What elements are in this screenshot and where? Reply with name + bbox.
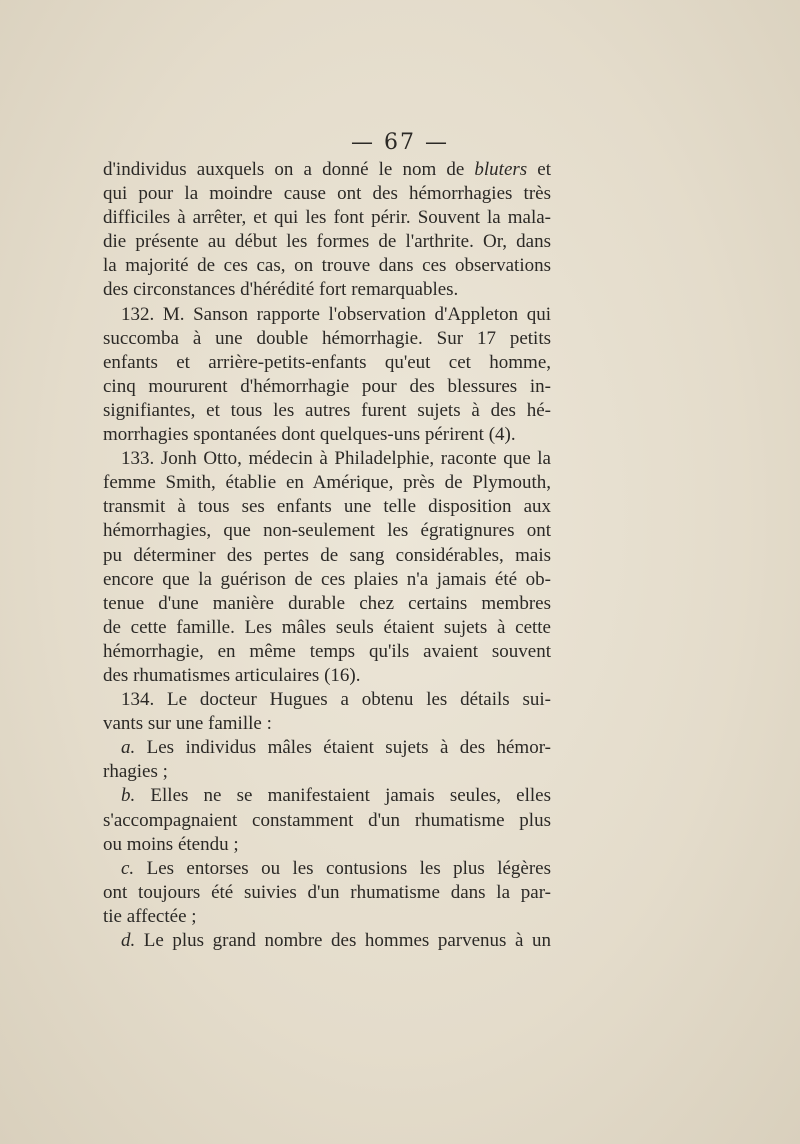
line-text: encore que la guérison de ces plaies n'a jamais été ob- [103, 568, 551, 590]
text-line [103, 399, 551, 423]
text-line [103, 809, 551, 833]
line-text: vants sur une famille : [103, 713, 272, 735]
line-text: morrhagies spontanées dont quelques-uns périrent (4). [103, 424, 516, 446]
list-marker: a. [121, 737, 136, 759]
text-line [103, 929, 551, 953]
text-line [103, 519, 551, 543]
text-line [103, 760, 551, 784]
line-text: Elles ne se manifestaient jamais seules, elles [135, 785, 551, 807]
line-text: Les individus mâles étaient sujets à des hémor- [135, 737, 551, 759]
text-line [103, 423, 551, 447]
line-text: Le plus grand nombre des hommes parvenus à un [135, 930, 551, 951]
text-line [103, 664, 551, 688]
line-text: pu déterminer des pertes de sang considérables, mais [103, 544, 551, 566]
line-text: 134. Le docteur Hugues a obtenu les détails sui- [121, 689, 551, 711]
text-line [103, 833, 551, 857]
list-marker: c. [121, 857, 135, 879]
line-text: difficiles à arrêter, et qui les font périr. Souvent la mala- [103, 207, 551, 229]
text-line [103, 206, 551, 230]
text-line [103, 182, 551, 206]
text-line [103, 375, 551, 399]
text-line [103, 495, 551, 519]
text-line [103, 712, 551, 736]
text-line [103, 254, 551, 278]
text-line [103, 857, 551, 881]
line-text: cinq moururent d'hémorrhagie pour des blessures in- [103, 375, 551, 397]
line-text: enfants et arrière-petits-enfants qu'eut cet homme, [103, 351, 551, 373]
line-text: 132. M. Sanson rapporte l'observation d'Appleton qui [121, 303, 551, 325]
line-text: femme Smith, établie en Amérique, près de Plymouth, [103, 472, 551, 494]
line-text: signifiantes, et tous les autres furent sujets à des hé- [103, 399, 551, 421]
text-line [103, 447, 551, 471]
line-text: d'individus auxquels on a donné le nom de [103, 159, 475, 180]
list-marker: d. [121, 930, 136, 951]
text-line [103, 327, 551, 351]
line-text: des rhumatismes articulaires (16). [103, 664, 361, 686]
text-line [103, 158, 551, 182]
line-text-tail: et [527, 159, 551, 180]
text-line [103, 616, 551, 640]
text-line [103, 736, 551, 760]
line-text: hémorrhagie, en même temps qu'ils avaient souvent [103, 640, 551, 662]
text-line [103, 881, 551, 905]
line-text: des circonstances d'hérédité fort remarquables. [103, 279, 459, 301]
line-text: qui pour la moindre cause ont des hémorrhagies très [103, 183, 551, 205]
body-text [103, 158, 551, 953]
line-text: 133. Jonh Otto, médecin à Philadelphie, raconte que la [121, 448, 551, 470]
text-line [103, 278, 551, 302]
line-text: hémorrhagies, que non-seulement les égratignures ont [103, 520, 551, 542]
text-line [103, 905, 551, 929]
line-text: die présente au début les formes de l'arthrite. Or, dans [103, 231, 551, 253]
line-text: Les entorses ou les contusions les plus légères [134, 857, 551, 879]
text-line [103, 784, 551, 808]
list-marker: b. [121, 785, 136, 807]
text-line [103, 640, 551, 664]
line-text: tie affectée ; [103, 905, 197, 927]
line-text: s'accompagnaient constamment d'un rhumatisme plus [103, 809, 551, 831]
line-text: de cette famille. Les mâles seuls étaient sujets à cette [103, 616, 551, 638]
line-text: ou moins étendu ; [103, 833, 239, 855]
line-text: rhagies ; [103, 761, 168, 783]
text-line [103, 568, 551, 592]
text-line [103, 592, 551, 616]
text-line [103, 688, 551, 712]
text-line [103, 471, 551, 495]
line-text: tenue d'une manière durable chez certains membres [103, 592, 551, 614]
line-text: ont toujours été suivies d'un rhumatisme dans la par- [103, 881, 551, 903]
page-number: — 67 — [351, 130, 449, 155]
line-text: succomba à une double hémorrhagie. Sur 17 petits [103, 327, 551, 349]
text-line [103, 230, 551, 254]
text-line [103, 544, 551, 568]
italic-term: bluters [474, 159, 528, 180]
line-text: transmit à tous ses enfants une telle disposition aux [103, 496, 551, 518]
text-line [103, 351, 551, 375]
text-line [103, 303, 551, 327]
line-text: la majorité de ces cas, on trouve dans ces observations [103, 255, 551, 277]
